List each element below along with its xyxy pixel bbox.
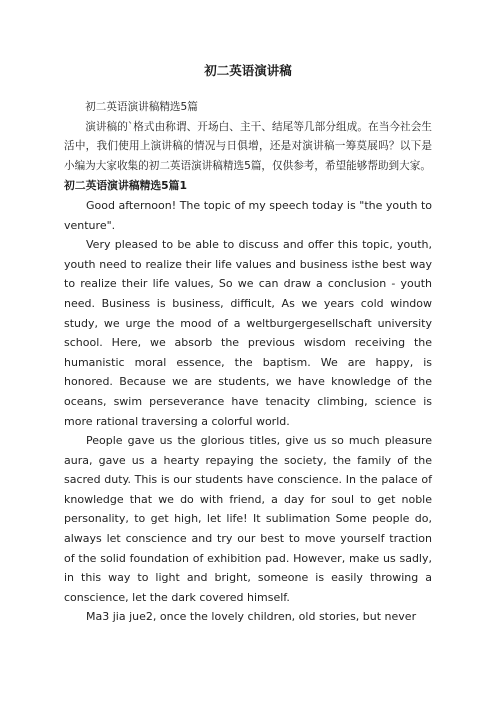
body-paragraph-2: Very pleased to be able to discuss and offer this topic, youth, youth need to realize their life values and business isthe best way to realize their life values, So we can draw a conclusion - youth need. Business is business, difficult, As we years cold window study, we urge the mood of a weltburgergesellschaft university school. Here, we absorb the previous wisdom receiving the humanistic moral essence, the baptism. We are happy, is honored. Because we are students, we have knowledge of the oceans, swim perseverance have tenacity climbing, science is more rational traversing a colorful world. — [64, 238, 432, 428]
section-heading: 初二英语演讲稿精选5篇1 — [64, 179, 187, 193]
document-subtitle: 初二英语演讲稿精选5篇 — [85, 101, 198, 113]
body-paragraph-3: People gave us the glorious titles, give us so much pleasure aura, gave us a hearty repaying the society, the family of the sacred duty. This is our students have conscience. In the palace of knowledge that we do with friend, a day for soul to get noble personality, to get high, let life! It sublimation Some people do, always let conscience and try our best to move yourself traction of the solid foundation of exhibition pad. However, make us sadly, in this way to light and bright, someone is easily throwing a conscience, let the dark covered himself. — [64, 434, 432, 604]
intro-paragraph: 演讲稿的`格式由称谓、开场白、主干、结尾等几部分组成。在当今社会生活中，我们使用上演讲稿的情况与日俱增，还是对演讲稿一筹莫展吗？以下是小编为大家收集的初二英语演讲稿精选5篇，仅供参考，希望能够帮助到大家。 — [64, 120, 432, 172]
body-paragraph-1: Good afternoon! The topic of my speech today is "the youth to venture". — [64, 198, 432, 232]
body-paragraph-4: Ma3 jia jue2, once the lovely children, old stories, but never — [86, 610, 417, 624]
document-title: 初二英语演讲稿 — [204, 63, 292, 78]
